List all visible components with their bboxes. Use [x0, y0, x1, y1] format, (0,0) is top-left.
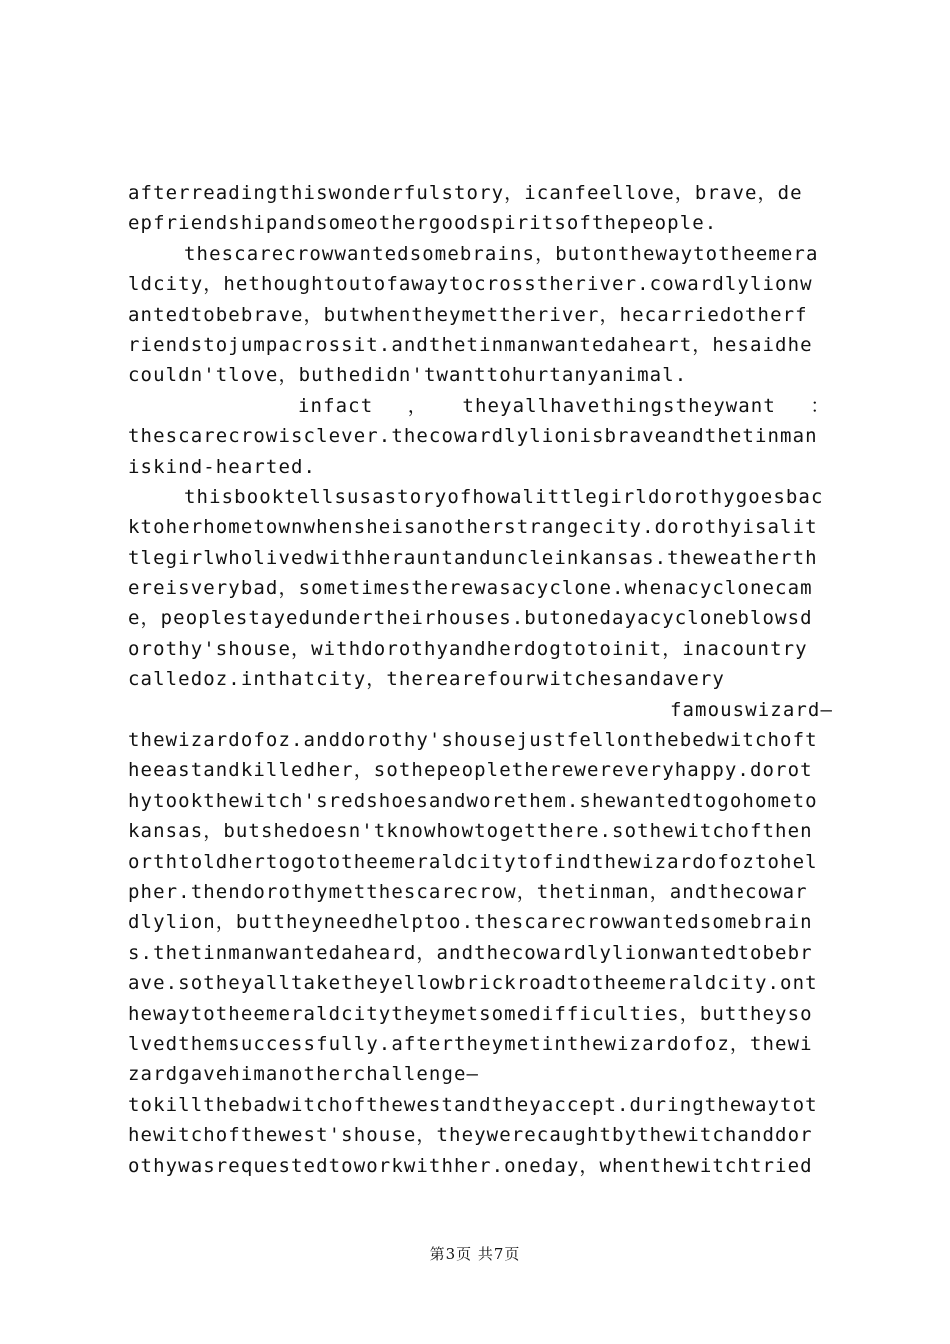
- text-line: ldcity，hethoughtoutofawaytocrosstheriver.cowardlylionw: [128, 273, 813, 296]
- text-line: kansas，butshedoesn'tknowhowtogetthere.sothewitchofthen: [128, 820, 813, 843]
- text-line: thisbooktellsusastoryofhowalittlegirldorothygoesbac: [184, 485, 824, 508]
- text-line: dlylion，buttheyneedhelptoo.thescarecrowwantedsomebrain: [128, 911, 813, 934]
- text-line: antedtobebrave，butwhentheymettheriver，hecarriedotherf: [128, 303, 808, 326]
- text-line: orthtoldhertogototheemeraldcitytofindthewizardofoztohel: [128, 850, 818, 873]
- text-line: calledoz.inthatcity，therearefourwitchesandavery: [128, 668, 725, 691]
- text-line: lvedthemsuccessfully.aftertheymetinthewizardofoz，thewi: [128, 1032, 813, 1055]
- text-line: thescarecrowwantedsomebrains，butonthewaytotheemera: [184, 242, 819, 265]
- text-line: famouswizard—: [669, 698, 833, 721]
- text-line: thescarecrowisclever.thecowardlylionisbraveandthetinman: [128, 425, 818, 448]
- text-line: iskind-hearted.: [128, 455, 317, 478]
- text-line: s.thetinmanwantedaheard，andthecowardlylionwantedtobebr: [128, 941, 813, 964]
- text-line: hewaytotheemeraldcitytheymetsomedifficulties，buttheyso: [128, 1002, 813, 1025]
- text-line: othywasrequestedtoworkwithher.oneday，whenthewitchtried: [128, 1154, 813, 1177]
- text-line: afterreadingthiswonderfulstory，icanfeellove，brave，de: [128, 182, 803, 204]
- text-line: thewizardofoz.anddorothy'shousejustfellonthebedwitchoft: [128, 729, 818, 752]
- text-line: ereisverybad，sometimestherewasacyclone.whenacyclonecam: [128, 577, 813, 600]
- page-number-footer: 第3页 共7页: [429, 1245, 521, 1263]
- text-line: orothy'shouse，withdorothyandherdogtotoinit，inacountry: [128, 637, 808, 660]
- text-line: ave.sotheyalltaketheyellowbrickroadtotheemeraldcity.ont: [128, 972, 818, 995]
- text-line: couldn'tlove，buthedidn'twanttohurtanyanimal.: [128, 364, 688, 387]
- text-line: infact ， theyallhavethingstheywant ：: [298, 394, 831, 417]
- text-line: zardgavehimanotherchallenge—: [128, 1063, 480, 1086]
- document-body: [128, 178, 833, 1181]
- text-line: e，peoplestayedundertheirhouses.butonedayacycloneblowsd: [128, 607, 813, 630]
- text-line: heeastandkilledher，sothepeopletherewereveryhappy.dorot: [128, 759, 813, 782]
- text-line: epfriendshipandsomeothergoodspiritsofthepeople.: [128, 212, 718, 235]
- text-line: pher.thendorothymetthescarecrow，thetinman，andthecowar: [128, 880, 808, 903]
- text-line: tokillthebadwitchofthewestandtheyaccept.duringthewaytot: [128, 1093, 818, 1116]
- text-line: riendstojumpacrossit.andthetinmanwantedaheart，hesaidhe: [128, 333, 813, 356]
- text-line: hytookthewitch'sredshoesandworethem.shewantedtogohometo: [128, 789, 818, 812]
- text-line: hewitchofthewest'shouse，theywerecaughtbythewitchanddor: [128, 1124, 813, 1147]
- text-line: tlegirlwholivedwithherauntanduncleinkansas.theweatherth: [128, 546, 818, 569]
- text-line: ktoherhometownwhensheisanotherstrangecity.dorothyisalit: [128, 516, 818, 539]
